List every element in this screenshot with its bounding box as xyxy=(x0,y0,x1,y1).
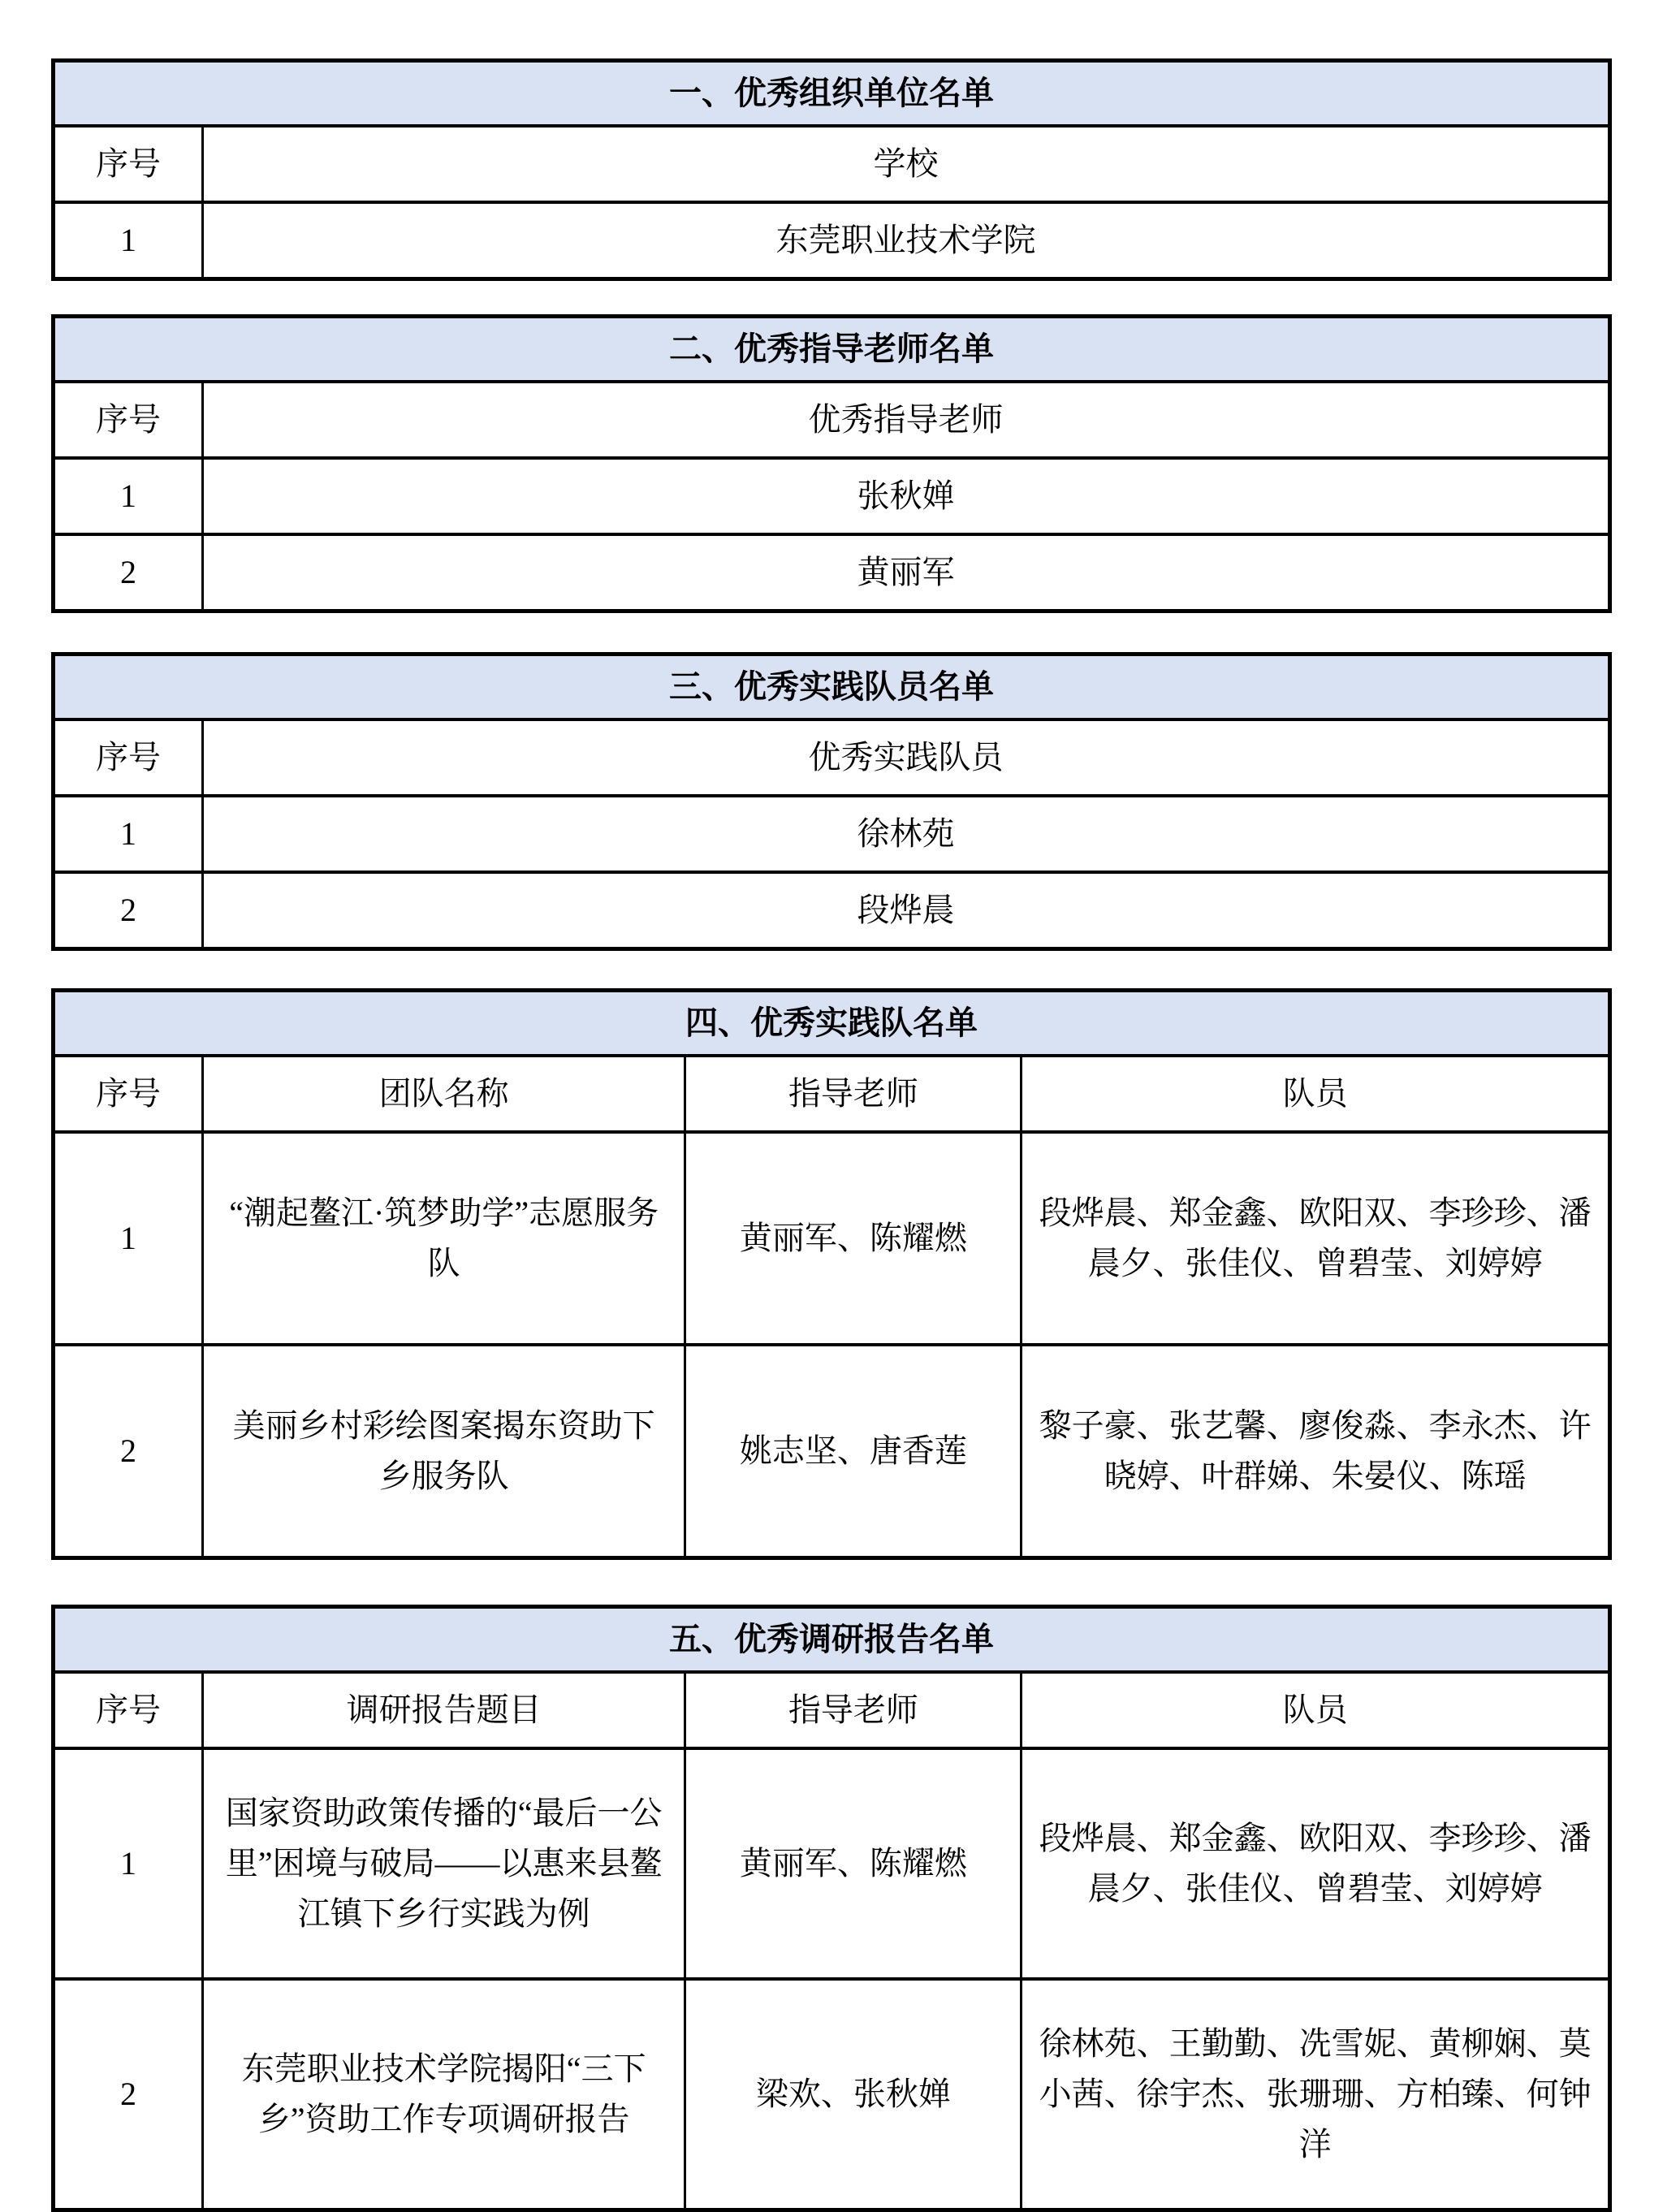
cell-seq: 1 xyxy=(54,458,203,534)
table-row xyxy=(54,458,1610,534)
column-header-row xyxy=(54,719,1610,796)
cell-team-name: 美丽乡村彩绘图案揭东资助下乡服务队 xyxy=(203,1345,685,1558)
column-header-row xyxy=(54,1672,1610,1748)
column-header-member: 优秀实践队员 xyxy=(203,719,1610,796)
section-title: 一、优秀组织单位名单 xyxy=(54,61,1610,127)
cell-seq: 2 xyxy=(54,1979,203,2210)
table-excellent-reports xyxy=(51,1605,1612,2212)
section-title: 二、优秀指导老师名单 xyxy=(54,317,1610,382)
cell-advisor: 姚志坚、唐香莲 xyxy=(685,1345,1022,1558)
column-header-row xyxy=(54,382,1610,458)
cell-seq: 2 xyxy=(54,872,203,949)
cell-members: 黎子豪、张艺馨、廖俊淼、李永杰、许晓婷、叶群娣、朱晏仪、陈瑶 xyxy=(1022,1345,1610,1558)
column-header-members: 队员 xyxy=(1022,1056,1610,1132)
cell-member: 徐林苑 xyxy=(203,796,1610,872)
column-header-seq: 序号 xyxy=(54,382,203,458)
cell-advisor: 梁欢、张秋婵 xyxy=(685,1979,1022,2210)
cell-seq: 1 xyxy=(54,1748,203,1979)
cell-advisor: 黄丽军 xyxy=(203,534,1610,611)
cell-members: 徐林苑、王勤勤、冼雪妮、黄柳娴、莫小茜、徐宇杰、张珊珊、方柏臻、何钟洋 xyxy=(1022,1979,1610,2210)
cell-member: 段烨晨 xyxy=(203,872,1610,949)
section-header-row xyxy=(54,61,1610,127)
section-header-row xyxy=(54,1607,1610,1673)
table-row xyxy=(54,1979,1610,2210)
table-excellent-teams xyxy=(51,988,1612,1560)
column-header-advisor: 优秀指导老师 xyxy=(203,382,1610,458)
cell-seq: 1 xyxy=(54,1132,203,1345)
table-row xyxy=(54,202,1610,279)
cell-seq: 1 xyxy=(54,202,203,279)
section-title: 四、优秀实践队名单 xyxy=(54,991,1610,1056)
section-header-row xyxy=(54,991,1610,1056)
cell-report-title: 东莞职业技术学院揭阳“三下乡”资助工作专项调研报告 xyxy=(203,1979,685,2210)
cell-seq: 2 xyxy=(54,1345,203,1558)
cell-report-title: 国家资助政策传播的“最后一公里”困境与破局——以惠来县鳌江镇下乡行实践为例 xyxy=(203,1748,685,1979)
table-excellent-members xyxy=(51,652,1612,951)
table-excellent-advisors xyxy=(51,314,1612,613)
table-row xyxy=(54,534,1610,611)
cell-advisor: 黄丽军、陈耀燃 xyxy=(685,1748,1022,1979)
column-header-seq: 序号 xyxy=(54,1672,203,1748)
column-header-advisor: 指导老师 xyxy=(685,1672,1022,1748)
cell-members: 段烨晨、郑金鑫、欧阳双、李珍珍、潘晨夕、张佳仪、曾碧莹、刘婷婷 xyxy=(1022,1132,1610,1345)
cell-seq: 2 xyxy=(54,534,203,611)
column-header-report-title: 调研报告题目 xyxy=(203,1672,685,1748)
column-header-school: 学校 xyxy=(203,126,1610,202)
column-header-members: 队员 xyxy=(1022,1672,1610,1748)
table-row xyxy=(54,872,1610,949)
table-row xyxy=(54,1748,1610,1979)
section-header-row xyxy=(54,317,1610,382)
cell-school: 东莞职业技术学院 xyxy=(203,202,1610,279)
column-header-seq: 序号 xyxy=(54,126,203,202)
cell-members: 段烨晨、郑金鑫、欧阳双、李珍珍、潘晨夕、张佳仪、曾碧莹、刘婷婷 xyxy=(1022,1748,1610,1979)
cell-seq: 1 xyxy=(54,796,203,872)
table-row xyxy=(54,796,1610,872)
cell-team-name: “潮起鳌江·筑梦助学”志愿服务队 xyxy=(203,1132,685,1345)
column-header-seq: 序号 xyxy=(54,1056,203,1132)
column-header-row xyxy=(54,1056,1610,1132)
column-header-seq: 序号 xyxy=(54,719,203,796)
table-row xyxy=(54,1132,1610,1345)
section-title: 五、优秀调研报告名单 xyxy=(54,1607,1610,1673)
section-header-row xyxy=(54,655,1610,720)
cell-advisor: 黄丽军、陈耀燃 xyxy=(685,1132,1022,1345)
column-header-row xyxy=(54,126,1610,202)
table-row xyxy=(54,1345,1610,1558)
table-excellent-organizations xyxy=(51,58,1612,281)
section-title: 三、优秀实践队员名单 xyxy=(54,655,1610,720)
column-header-advisor: 指导老师 xyxy=(685,1056,1022,1132)
cell-advisor: 张秋婵 xyxy=(203,458,1610,534)
column-header-team-name: 团队名称 xyxy=(203,1056,685,1132)
